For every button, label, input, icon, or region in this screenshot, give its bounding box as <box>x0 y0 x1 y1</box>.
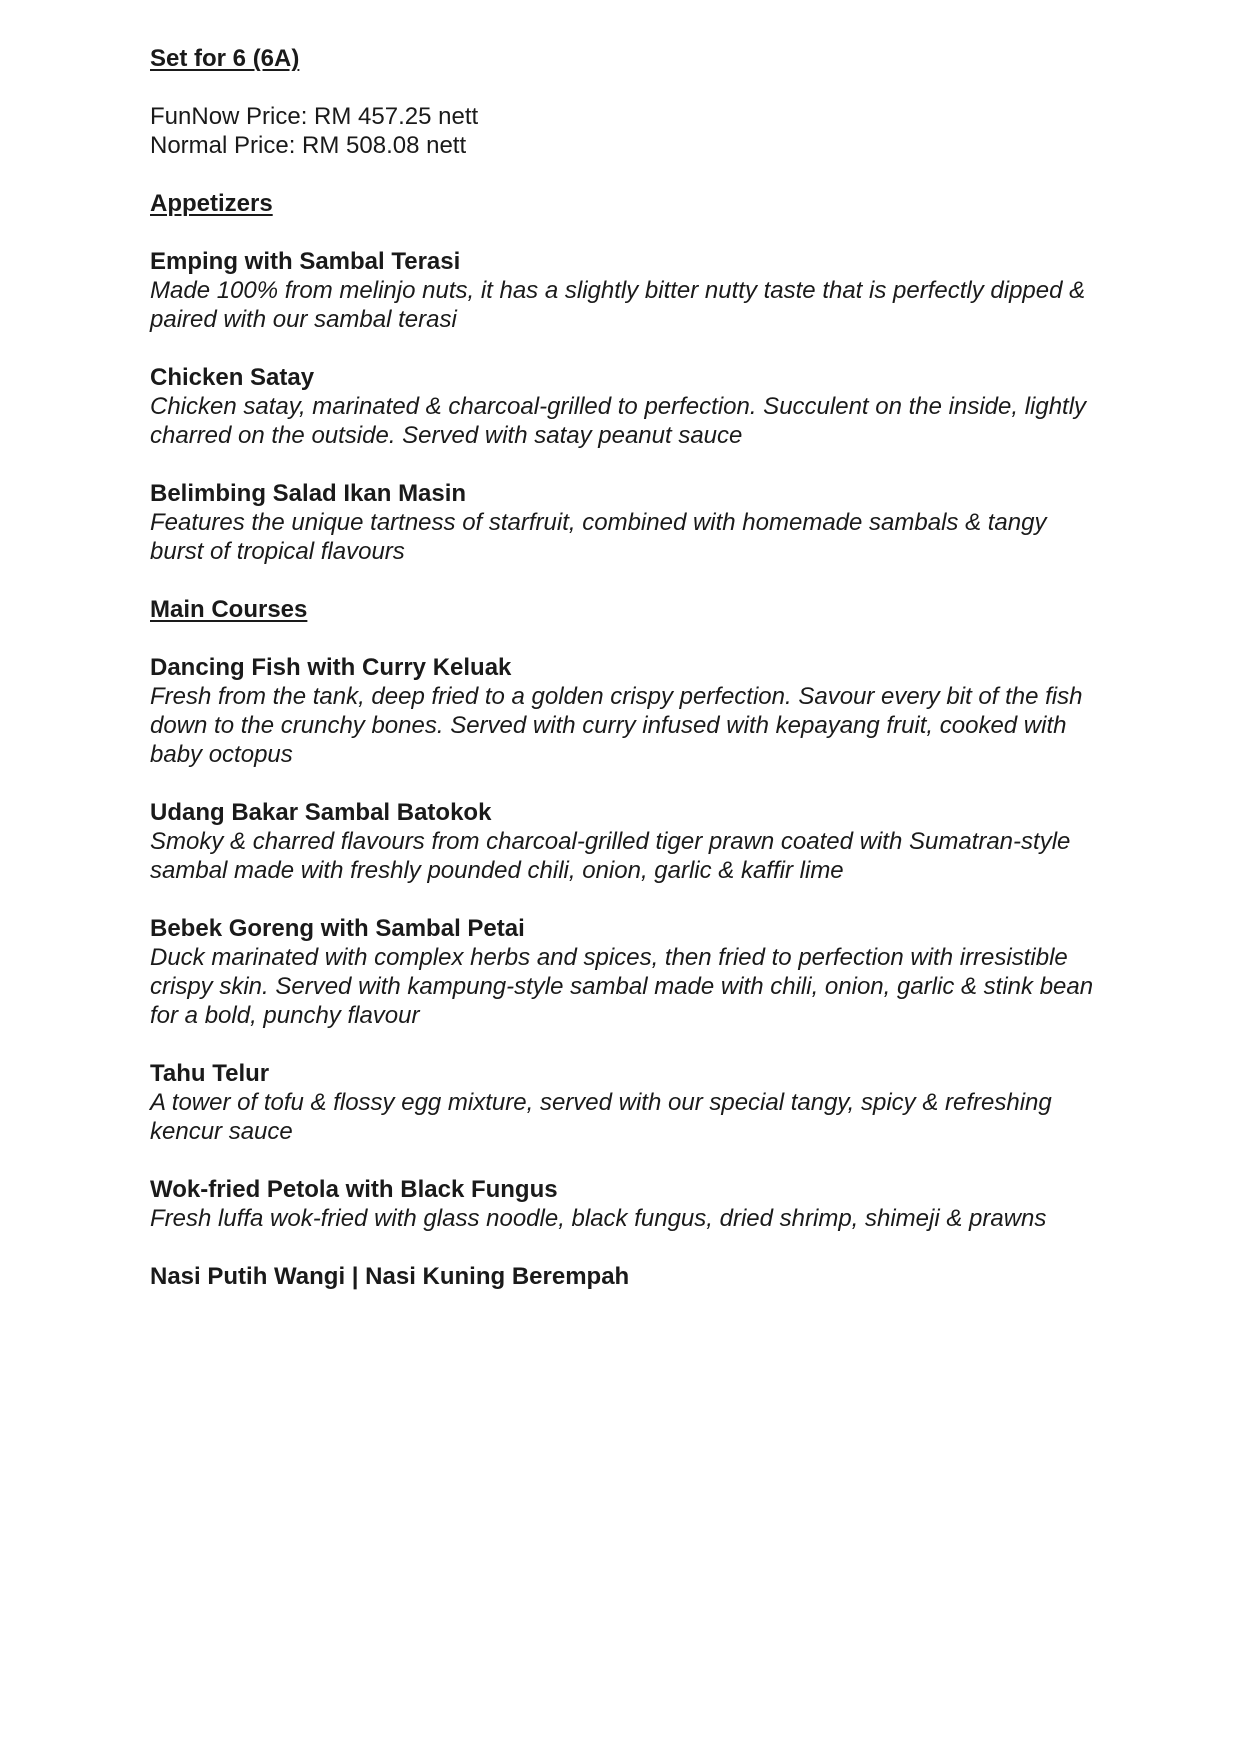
dish-description: Made 100% from melinjo nuts, it has a slightly bitter nutty taste that is perfectly dipped & paired with our sambal terasi <box>150 277 1086 333</box>
dish-item <box>150 1175 1100 1233</box>
price-block <box>150 102 1100 160</box>
dish-description: Chicken satay, marinated & charcoal-grilled to perfection. Succulent on the inside, lightly charred on the outside. Served with satay peanut sauce <box>150 393 1087 449</box>
funnow-price: FunNow Price: RM 457.25 nett <box>150 103 479 130</box>
appetizers-heading: Appetizers <box>150 190 273 217</box>
dish-name: Nasi Putih Wangi | Nasi Kuning Berempah <box>150 1263 630 1290</box>
normal-price: Normal Price: RM 508.08 nett <box>150 132 467 159</box>
dish-name: Tahu Telur <box>150 1060 270 1087</box>
dish-item <box>150 1059 1100 1146</box>
dish-item <box>150 363 1100 450</box>
dish-name: Dancing Fish with Curry Keluak <box>150 654 512 681</box>
menu-document <box>150 44 1100 1291</box>
dish-name: Emping with Sambal Terasi <box>150 248 461 275</box>
dish-description: Duck marinated with complex herbs and spices, then fried to perfection with irresistible crispy skin. Served with kampung-style sambal made with chili, onion, garlic & stink bean for a bold, punchy flavour <box>150 944 1094 1029</box>
dish-name: Bebek Goreng with Sambal Petai <box>150 915 525 942</box>
dish-item <box>150 1262 1100 1291</box>
dish-description: Smoky & charred flavours from charcoal-grilled tiger prawn coated with Sumatran-style sambal made with freshly pounded chili, onion, garlic & kaffir lime <box>150 828 1071 884</box>
dish-name: Chicken Satay <box>150 364 315 391</box>
dish-item <box>150 247 1100 334</box>
dish-item <box>150 653 1100 769</box>
dish-description: Fresh from the tank, deep fried to a golden crispy perfection. Savour every bit of the fish down to the crunchy bones. Served with curry infused with kepayang fruit, cooked with baby octopus <box>150 683 1083 768</box>
dish-name: Udang Bakar Sambal Batokok <box>150 799 492 826</box>
main-courses-heading: Main Courses <box>150 596 308 623</box>
dish-description: Features the unique tartness of starfruit, combined with homemade sambals & tangy burst of tropical flavours <box>150 509 1047 565</box>
dish-item <box>150 914 1100 1030</box>
dish-item <box>150 479 1100 566</box>
dish-description: A tower of tofu & flossy egg mixture, served with our special tangy, spicy & refreshing kencur sauce <box>150 1089 1052 1145</box>
dish-name: Wok-fried Petola with Black Fungus <box>150 1176 558 1203</box>
dish-description: Fresh luffa wok-fried with glass noodle, black fungus, dried shrimp, shimeji & prawns <box>150 1205 1047 1232</box>
dish-item <box>150 798 1100 885</box>
dish-name: Belimbing Salad Ikan Masin <box>150 480 467 507</box>
set-title: Set for 6 (6A) <box>150 45 300 72</box>
